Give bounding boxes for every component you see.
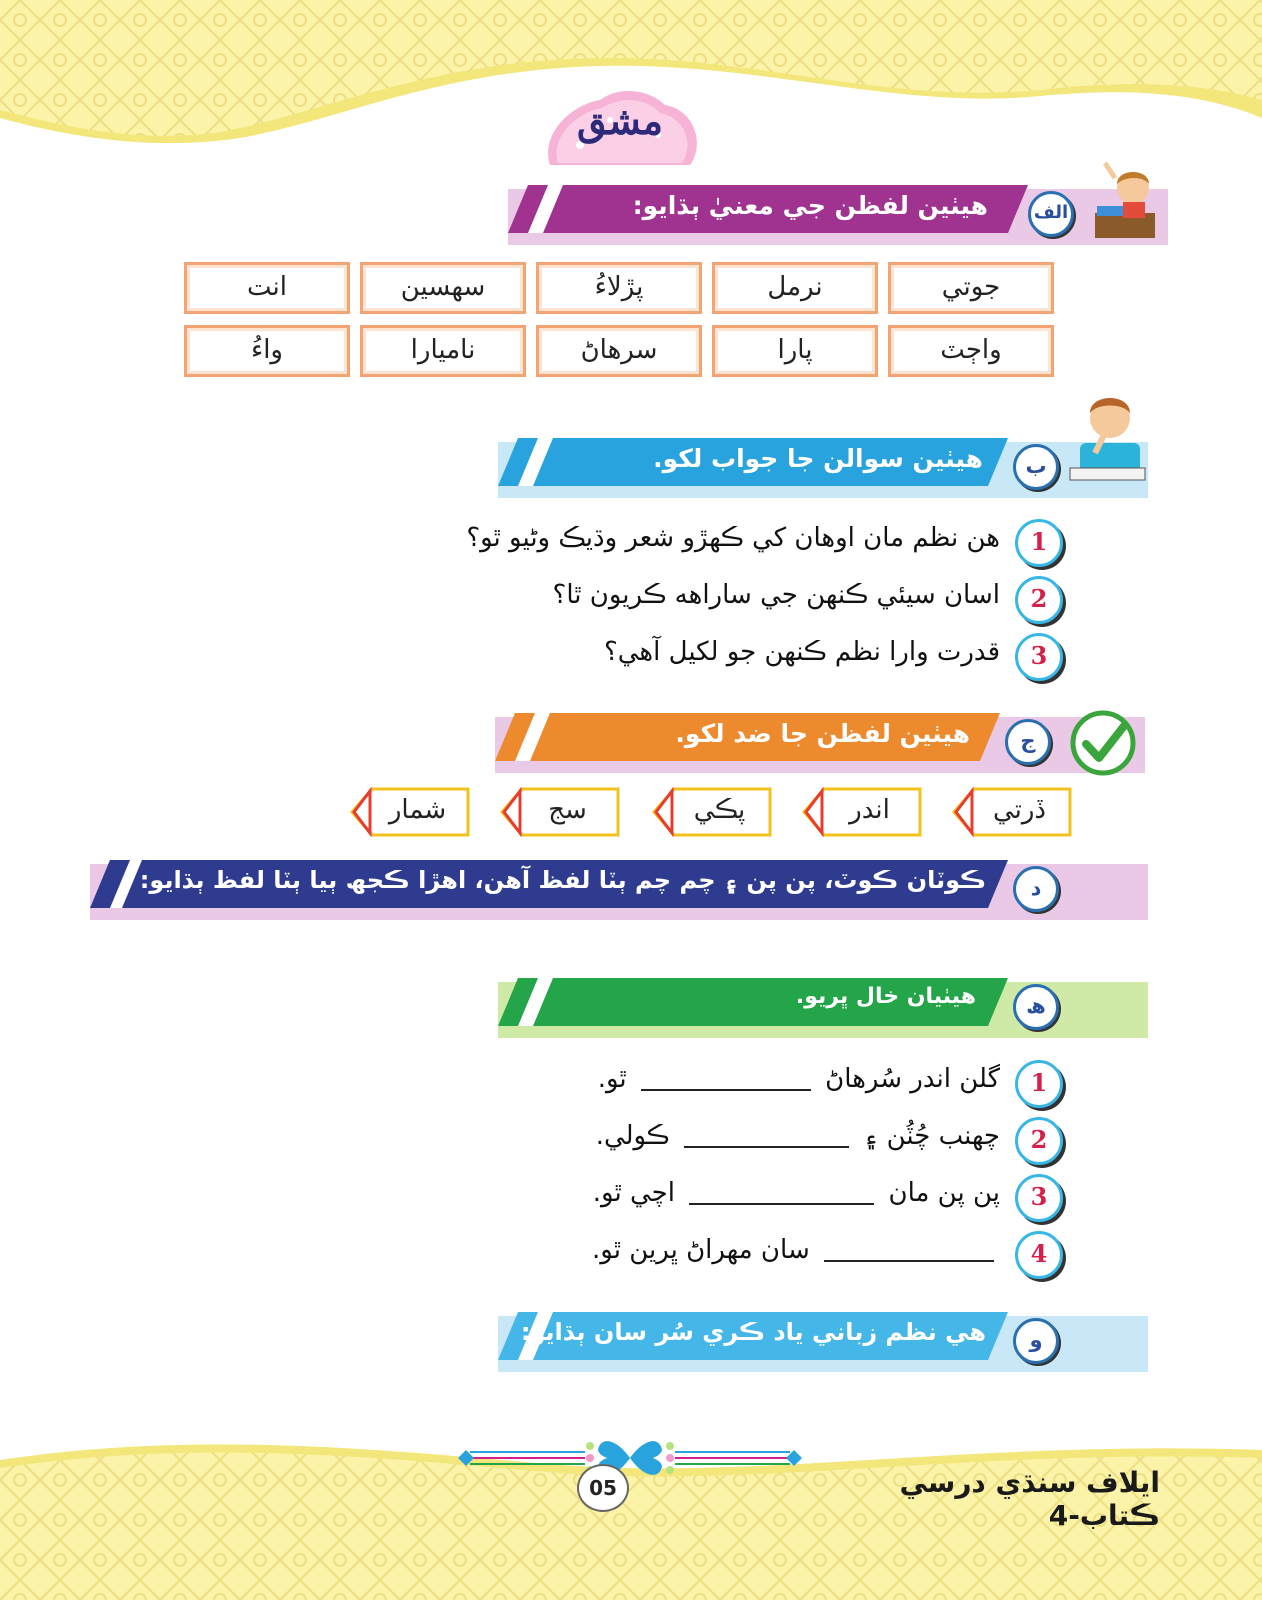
section-f-label: هي نظم زباني ياد ڪري سُر سان ٻڌايو:: [520, 1318, 986, 1346]
section-e-label: هيٺيان خال ڀريو.: [795, 984, 976, 1009]
page-title: مشق: [577, 98, 663, 143]
blank-sentence-1: [598, 1064, 1000, 1094]
section-d-header: [90, 860, 1148, 920]
boy-pointing-icon: [1085, 158, 1170, 243]
section-b-badge: ب: [1013, 444, 1059, 490]
section-e-badge: ھ: [1013, 984, 1059, 1030]
section-d-badge: د: [1013, 866, 1059, 912]
question-number-2: 2: [1015, 576, 1063, 624]
section-a-header: [508, 185, 1168, 245]
blank-after-1: ٿو.: [597, 1064, 627, 1094]
section-f-badge: و: [1013, 1318, 1059, 1364]
blank-number-1: 1: [1015, 1060, 1063, 1108]
blank-line-3[interactable]: [689, 1203, 874, 1205]
question-text-3: قدرت وارا نظم ڪنهن جو لکيل آهي؟: [603, 637, 1000, 667]
blank-line-2[interactable]: [684, 1146, 849, 1148]
vocab-word-5: انت: [184, 262, 350, 314]
vocab-word-3: پڙلاءُ: [536, 262, 702, 314]
question-number-3: 3: [1015, 633, 1063, 681]
blank-before-2: چهنب چُٽُن ۽: [863, 1121, 1000, 1151]
opposite-word-5: شمار: [388, 795, 447, 825]
section-f-header: [498, 1312, 1148, 1372]
vocab-word-4: سهسين: [360, 262, 526, 314]
section-b-header: [498, 438, 1148, 498]
opposite-word-4: سج: [548, 795, 587, 825]
blank-before-1: گلن اندر سُرهاڻ: [825, 1064, 1000, 1094]
section-b-label: هيٺين سوالن جا جواب لکو.: [653, 444, 983, 473]
vocab-word-2: نرمل: [712, 262, 878, 314]
vocab-word-9: ناميارا: [360, 325, 526, 377]
blank-before-3: پن پن مان: [888, 1178, 1000, 1208]
page-number: 05: [577, 1464, 629, 1512]
blank-after-4: سان مهراڻ ڀرين ٿو.: [592, 1235, 810, 1265]
question-text-1: هن نظم مان اوهان کي ڪهڙو شعر وڌيڪ وڻيو ٿو؟: [466, 523, 1000, 553]
blank-after-2: ڪولي.: [595, 1121, 670, 1151]
blank-number-4: 4: [1015, 1231, 1063, 1279]
vocab-word-8: سرهاڻ: [536, 325, 702, 377]
section-d-label: ڪوٽان ڪوٽ، پن پن ۽ چم چم ٻٽا لفظ آهن، اهڙا ڪجھ ٻيا ٻٽا لفظ ٻڌايو:: [139, 866, 986, 894]
vocab-word-6: واڄٽ: [888, 325, 1054, 377]
opposite-word-2: اندر: [849, 795, 890, 825]
section-c-badge: ج: [1005, 719, 1051, 765]
checkmark-icon: [1068, 708, 1138, 778]
blank-sentence-3: [593, 1178, 1000, 1208]
blank-line-1[interactable]: [641, 1089, 811, 1091]
question-text-2: اسان سيئي ڪنهن جي ساراهه ڪريون ٿا؟: [552, 580, 1000, 610]
vocab-word-10: واءُ: [184, 325, 350, 377]
ornament-divider: [450, 1432, 810, 1482]
blank-sentence-2: [596, 1121, 1000, 1151]
opposite-word-1: ڏرتي: [992, 795, 1047, 825]
blank-line-4[interactable]: [824, 1260, 994, 1262]
section-a-badge: الف: [1028, 191, 1074, 237]
book-title: ايلاف سنڌي درسي ڪتاب-4: [899, 1466, 1160, 1532]
section-a-label: هيٺين لفظن جي معنيٰ ٻڌايو:: [632, 191, 988, 220]
blank-after-3: اچي ٿو.: [592, 1178, 675, 1208]
blank-sentence-4: [592, 1235, 1000, 1265]
section-e-header: [498, 978, 1148, 1038]
section-c-label: هيٺين لفظن جا ضد لکو.: [675, 719, 970, 748]
question-number-1: 1: [1015, 519, 1063, 567]
vocab-word-7: پارا: [712, 325, 878, 377]
blank-number-2: 2: [1015, 1117, 1063, 1165]
blank-number-3: 3: [1015, 1174, 1063, 1222]
thinking-boy-icon: [1065, 383, 1150, 483]
section-c-header: [495, 713, 1145, 773]
opposite-word-3: پڪي: [693, 795, 746, 825]
vocab-word-1: جوتي: [888, 262, 1054, 314]
